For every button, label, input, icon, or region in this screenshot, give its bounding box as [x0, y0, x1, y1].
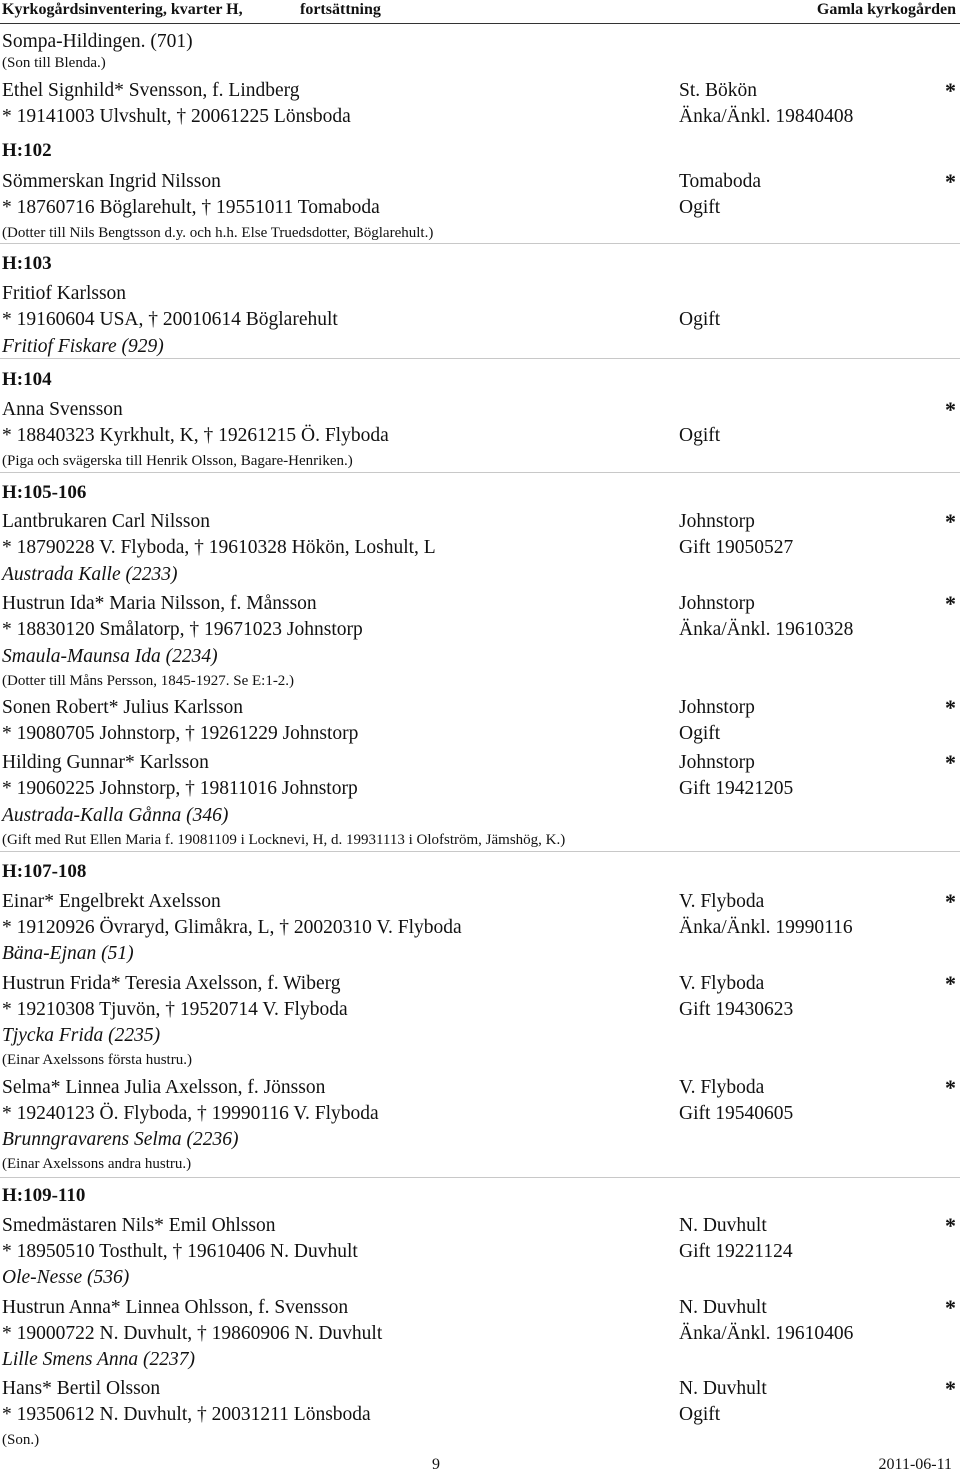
entry-line: [0, 751, 960, 777]
section-divider: [0, 472, 960, 473]
entry-text: (Einar Axelssons andra hustru.): [2, 1156, 192, 1172]
entry-line: [0, 1102, 960, 1128]
entry-line: [0, 916, 960, 942]
entry-text: Fritiof Karlsson: [2, 283, 127, 304]
entry-text: Sonen Robert* Julius Karlsson: [2, 697, 244, 718]
entry-text: Einar* Engelbrekt Axelsson: [2, 891, 221, 912]
section-divider: [0, 358, 960, 359]
entry-line: [0, 1322, 960, 1348]
entry-text: * 19120926 Övraryd, Glimåkra, L, † 20020310 V. Flyboda: [2, 917, 462, 938]
entry-line: [0, 424, 960, 450]
marker-asterisk: *: [945, 1376, 956, 1401]
entry-text: Anna Svensson: [2, 399, 123, 420]
entry-text: H:109-110: [2, 1185, 86, 1206]
entry-text: Austrada Kalle (2233): [2, 564, 178, 585]
entry-location: V. Flyboda: [679, 891, 765, 912]
marker-asterisk: *: [945, 397, 956, 422]
marker-asterisk: *: [945, 169, 956, 194]
note-line: [0, 830, 960, 856]
entry-text: Austrada-Kalla Gånna (346): [2, 805, 229, 826]
entry-text: (Piga och svägerska till Henrik Olsson, Bagare-Henriken.): [2, 453, 353, 469]
nickname-line: [0, 645, 960, 671]
entry-line: [0, 592, 960, 618]
entry-text: * 18950510 Tosthult, † 19610406 N. Duvhult: [2, 1241, 358, 1262]
entry-location: N. Duvhult: [679, 1215, 767, 1236]
header-continuation: fortsättning: [300, 1, 381, 18]
entry-line: [0, 722, 960, 748]
entry-line: [0, 998, 960, 1024]
entry-line: [0, 282, 960, 308]
entry-text: Selma* Linnea Julia Axelsson, f. Jönsson: [2, 1077, 326, 1098]
entry-location: Gift 19421205: [679, 778, 794, 799]
section-heading: [0, 368, 960, 394]
entry-location: N. Duvhult: [679, 1378, 767, 1399]
entry-text: * 18760716 Böglarehult, † 19551011 Tomaboda: [2, 197, 380, 218]
section-heading: [0, 1184, 960, 1210]
nickname-line: [0, 563, 960, 589]
nickname-line: [0, 1128, 960, 1154]
entry-text: Bäna-Ejnan (51): [2, 943, 134, 964]
entry-location: N. Duvhult: [679, 1297, 767, 1318]
section-divider: [0, 851, 960, 852]
marker-asterisk: *: [945, 971, 956, 996]
entry-text: Ole-Nesse (536): [2, 1267, 130, 1288]
entry-location: Änka/Änkl. 19990116: [679, 917, 853, 938]
entry-text: H:105-106: [2, 482, 87, 503]
entry-line: [0, 536, 960, 562]
section-divider: [0, 1177, 960, 1178]
entry-location: Johnstorp: [679, 697, 755, 718]
entry-line: [0, 1403, 960, 1429]
entry-text: (Gift med Rut Ellen Maria f. 19081109 i Locknevi, H, d. 19931113 i Olofström, Jämshög, K.): [2, 832, 566, 848]
header-title: Kyrkogårdsinventering, kvarter H,: [2, 1, 243, 18]
section-heading: [0, 481, 960, 507]
entry-location: Gift 19221124: [679, 1241, 793, 1262]
section-divider: [0, 243, 960, 244]
entry-location: Ogift: [679, 723, 721, 744]
entry-location: V. Flyboda: [679, 973, 765, 994]
entry-location: Ogift: [679, 425, 721, 446]
marker-asterisk: *: [945, 1213, 956, 1238]
entry-line: [0, 696, 960, 722]
entry-line: [0, 196, 960, 222]
entry-location: Gift 19050527: [679, 537, 794, 558]
entry-line: [0, 398, 960, 424]
footer-date: 2011-06-11: [878, 1456, 952, 1473]
entry-text: (Son.): [2, 1432, 40, 1448]
entry-location: Johnstorp: [679, 593, 755, 614]
entry-text: * 19240123 Ö. Flyboda, † 19990116 V. Flyboda: [2, 1103, 379, 1124]
note-line: [0, 1430, 960, 1456]
entry-location: Ogift: [679, 1404, 721, 1425]
entry-location: Gift 19430623: [679, 999, 794, 1020]
page-footer: [0, 1456, 960, 1476]
entry-text: H:102: [2, 140, 52, 161]
nickname-line: [0, 1024, 960, 1050]
entry-line: [0, 105, 960, 131]
entry-line: [0, 777, 960, 803]
header-cemetery: Gamla kyrkogården: [816, 1, 956, 18]
entry-location: Ogift: [679, 197, 721, 218]
note-line: [0, 1050, 960, 1076]
note-line: [0, 53, 960, 79]
entry-line: [0, 1240, 960, 1266]
nickname-line: [0, 1348, 960, 1374]
note-line: [0, 671, 960, 697]
entry-text: * 19080705 Johnstorp, † 19261229 Johnstorp: [2, 723, 359, 744]
entry-line: [0, 1377, 960, 1403]
entry-text: Smaula-Maunsa Ida (2234): [2, 646, 218, 667]
entry-text: (Einar Axelssons första hustru.): [2, 1052, 192, 1068]
entry-text: Lille Smens Anna (2237): [2, 1349, 196, 1370]
entry-text: Lantbrukaren Carl Nilsson: [2, 511, 210, 532]
entry-text: Hustrun Anna* Linnea Ohlsson, f. Svensson: [2, 1297, 349, 1318]
entry-line: [0, 1214, 960, 1240]
entry-text: Hilding Gunnar* Karlsson: [2, 752, 209, 773]
entry-text: * 18790228 V. Flyboda, † 19610328 Hökön, Loshult, L: [2, 537, 436, 558]
marker-asterisk: *: [945, 509, 956, 534]
entry-text: * 18840323 Kyrkhult, K, † 19261215 Ö. Flyboda: [2, 425, 389, 446]
marker-asterisk: *: [945, 695, 956, 720]
entry-text: Ethel Signhild* Svensson, f. Lindberg: [2, 80, 300, 101]
page-number: 9: [432, 1456, 440, 1473]
nickname-line: [0, 942, 960, 968]
section-heading: [0, 252, 960, 278]
section-heading: [0, 139, 960, 165]
note-line: [0, 223, 960, 249]
entry-line: [0, 1076, 960, 1102]
entry-text: * 19350612 N. Duvhult, † 20031211 Lönsboda: [2, 1404, 371, 1425]
marker-asterisk: *: [945, 591, 956, 616]
nickname-line: [0, 1266, 960, 1292]
marker-asterisk: *: [945, 1075, 956, 1100]
entry-text: Hans* Bertil Olsson: [2, 1378, 161, 1399]
entry-text: Smedmästaren Nils* Emil Ohlsson: [2, 1215, 276, 1236]
entry-line: [0, 170, 960, 196]
note-line: [0, 451, 960, 477]
entry-text: * 19141003 Ulvshult, † 20061225 Lönsboda: [2, 106, 351, 127]
marker-asterisk: *: [945, 889, 956, 914]
entry-text: Hustrun Ida* Maria Nilsson, f. Månsson: [2, 593, 317, 614]
entry-line: [0, 510, 960, 536]
entry-line: [0, 890, 960, 916]
entry-text: * 19210308 Tjuvön, † 19520714 V. Flyboda: [2, 999, 348, 1020]
entry-location: V. Flyboda: [679, 1077, 765, 1098]
entry-location: Ogift: [679, 309, 721, 330]
entry-text: * 19060225 Johnstorp, † 19811016 Johnstorp: [2, 778, 358, 799]
entry-text: * 19000722 N. Duvhult, † 19860906 N. Duvhult: [2, 1323, 383, 1344]
header-divider: [0, 23, 960, 24]
entry-location: Änka/Änkl. 19610328: [679, 619, 854, 640]
entry-text: (Dotter till Måns Persson, 1845-1927. Se E:1-2.): [2, 673, 295, 689]
entry-location: St. Bökön: [679, 80, 758, 101]
entry-line: [0, 79, 960, 105]
entry-text: Brunngravarens Selma (2236): [2, 1129, 239, 1150]
page-header: [0, 0, 960, 24]
entry-text: * 19160604 USA, † 20010614 Böglarehult: [2, 309, 338, 330]
entry-text: Tjycka Frida (2235): [2, 1025, 161, 1046]
nickname-line: [0, 804, 960, 830]
entry-location: Johnstorp: [679, 511, 755, 532]
entry-line: [0, 1296, 960, 1322]
entry-text: H:107-108: [2, 861, 87, 882]
entry-location: Tomaboda: [679, 171, 762, 192]
entry-text: * 18830120 Smålatorp, † 19671023 Johnstorp: [2, 619, 363, 640]
section-heading: [0, 860, 960, 886]
entry-text: (Son till Blenda.): [2, 55, 106, 71]
entry-location: Änka/Änkl. 19840408: [679, 106, 854, 127]
entry-location: Gift 19540605: [679, 1103, 794, 1124]
entry-location: Änka/Änkl. 19610406: [679, 1323, 854, 1344]
marker-asterisk: *: [945, 78, 956, 103]
marker-asterisk: *: [945, 1295, 956, 1320]
entry-text: Sömmerskan Ingrid Nilsson: [2, 171, 221, 192]
entry-text: Hustrun Frida* Teresia Axelsson, f. Wiberg: [2, 973, 341, 994]
entry-text: H:104: [2, 369, 52, 390]
entry-text: Sompa-Hildingen. (701): [2, 31, 193, 52]
entry-line: [0, 618, 960, 644]
entry-text: H:103: [2, 253, 52, 274]
entry-text: Fritiof Fiskare (929): [2, 336, 164, 357]
entry-line: [0, 308, 960, 334]
marker-asterisk: *: [945, 750, 956, 775]
entry-text: (Dotter till Nils Bengtsson d.y. och h.h. Else Truedsdotter, Böglarehult.): [2, 225, 434, 241]
entry-line: [0, 972, 960, 998]
entry-location: Johnstorp: [679, 752, 755, 773]
